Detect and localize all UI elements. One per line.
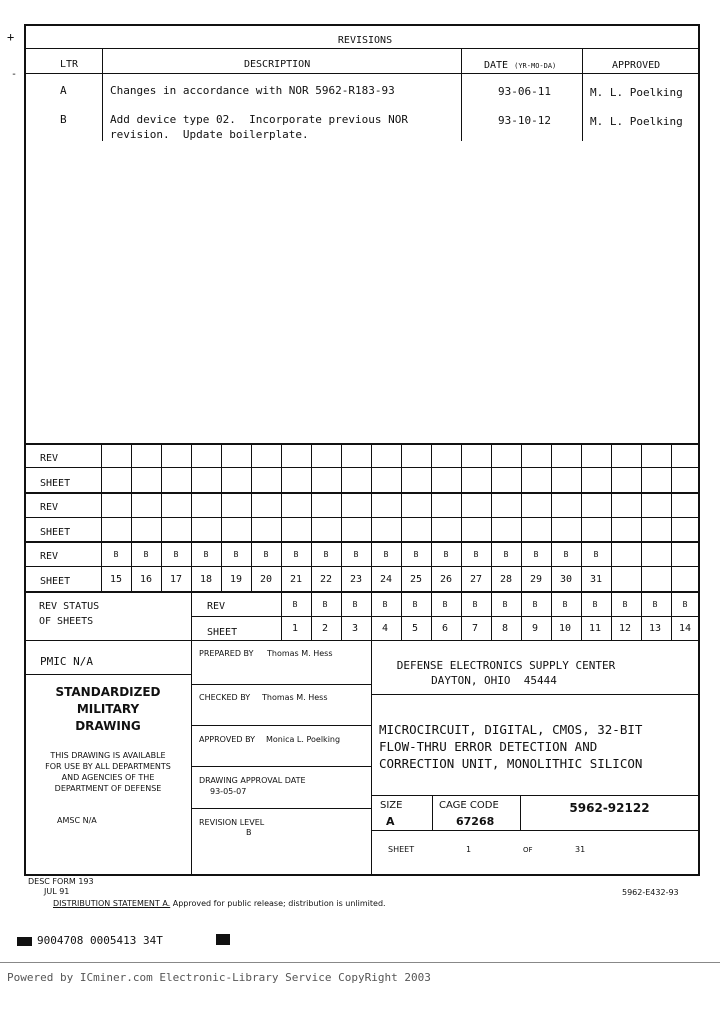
status-rev-cell: B (292, 600, 298, 609)
grid-rev-label: REV (40, 502, 59, 513)
drawing-title-line: CORRECTION UNIT, MONOLITHIC SILICON (379, 756, 643, 771)
drawing-title: DRAWING (75, 719, 141, 733)
size-label: SIZE (380, 800, 403, 811)
grid-sheet-cell: 28 (499, 574, 513, 585)
drawing-title-line: MICROCIRCUIT, DIGITAL, CMOS, 32-BIT (379, 722, 643, 737)
grid-rev-cell: B (593, 550, 599, 559)
grid-sheet-cell: 31 (589, 574, 603, 585)
barcode-bar-right (216, 934, 230, 945)
grid-sheet-cell: 15 (109, 574, 123, 585)
grid-rev-cell: B (323, 550, 329, 559)
grid-sheet-cell: 16 (139, 574, 153, 585)
barcode-text: 9004708 0005413 34T (37, 934, 163, 947)
rev-row-approved: M. L. Poelking (590, 86, 683, 99)
approval-date: 93-05-07 (210, 787, 247, 796)
grid-rev-cell: B (113, 550, 119, 559)
status-sheet-cell: 13 (648, 623, 662, 634)
footer-divider (0, 962, 720, 963)
availability-line: DEPARTMENT OF DEFENSE (54, 784, 162, 793)
col-header-date-label: DATE (484, 60, 509, 71)
checked-by-name: Thomas M. Hess (262, 693, 328, 702)
status-sheet-cell: 8 (501, 623, 509, 634)
status-rev-cell: B (532, 600, 538, 609)
status-sheet-cell: 3 (351, 623, 359, 634)
distribution-label: DISTRIBUTION STATEMENT A. (53, 899, 171, 908)
status-sheet-cell: 11 (588, 623, 602, 634)
grid-sheet-cell: 20 (259, 574, 273, 585)
grid-sheet-label: SHEET (40, 576, 71, 587)
rev-row-date: 93-06-11 (498, 85, 551, 98)
status-rev-cell: B (472, 600, 478, 609)
drawing-title-line: FLOW-THRU ERROR DETECTION AND (379, 739, 598, 754)
grid-rev-label: REV (207, 601, 226, 612)
grid-sheet-cell: 27 (469, 574, 483, 585)
grid-sheet-cell: 21 (289, 574, 303, 585)
grid-rev-cell: B (383, 550, 389, 559)
agency-location: DAYTON, OHIO 45444 (431, 674, 557, 687)
revision-level-label: REVISION LEVEL (199, 818, 265, 827)
cage-code-label: CAGE CODE (439, 800, 499, 811)
prepared-by-name: Thomas M. Hess (267, 649, 333, 658)
availability-line: FOR USE BY ALL DEPARTMENTS (45, 762, 171, 771)
rev-row-description-cont: revision. Update boilerplate. (110, 128, 309, 141)
grid-rev-cell: B (563, 550, 569, 559)
grid-rev-cell: B (173, 550, 179, 559)
grid-sheet-cell: 25 (409, 574, 423, 585)
status-rev-cell: B (592, 600, 598, 609)
grid-rev-label: REV (40, 551, 59, 562)
margin-mark: - (11, 69, 18, 80)
rev-row-approved: M. L. Poelking (590, 115, 683, 128)
margin-mark: + (7, 30, 15, 44)
grid-rev-cell: B (233, 550, 239, 559)
col-header-description: DESCRIPTION (244, 59, 311, 70)
grid-sheet-cell: 29 (529, 574, 543, 585)
rev-row-date: 93-10-12 (498, 114, 551, 127)
grid-rev-cell: B (143, 550, 149, 559)
distribution-text: Approved for public release; distribution is unlimited. (170, 899, 386, 908)
prepared-by-label: PREPARED BY (199, 649, 254, 658)
size-value: A (386, 815, 395, 828)
status-rev-cell: B (652, 600, 658, 609)
rev-row-description: Add device type 02. Incorporate previous NOR (110, 113, 409, 126)
rev-row-ltr: B (60, 113, 67, 126)
grid-sheet-label: SHEET (40, 527, 71, 538)
rev-row-description: Changes in accordance with NOR 5962-R183-93 (110, 84, 395, 97)
status-sheet-cell: 5 (411, 623, 419, 634)
revision-level: B (246, 828, 252, 837)
status-sheet-cell: 12 (618, 623, 632, 634)
revisions-title: REVISIONS (337, 35, 393, 46)
amsc: AMSC N/A (57, 816, 97, 825)
grid-sheet-cell: 24 (379, 574, 393, 585)
grid-rev-cell: B (353, 550, 359, 559)
status-sheet-cell: 1 (291, 623, 299, 634)
status-rev-cell: B (382, 600, 388, 609)
sheet-number: 1 (466, 845, 472, 854)
checked-by-label: CHECKED BY (199, 693, 251, 702)
grid-rev-cell: B (263, 550, 269, 559)
availability-line: THIS DRAWING IS AVAILABLE (50, 751, 166, 760)
grid-rev-cell: B (533, 550, 539, 559)
agency-name: DEFENSE ELECTRONICS SUPPLY CENTER (396, 659, 616, 672)
status-sheet-cell: 2 (321, 623, 329, 634)
status-rev-cell: B (502, 600, 508, 609)
grid-sheet-cell: 18 (199, 574, 213, 585)
status-sheet-cell: 9 (531, 623, 539, 634)
approved-by-name: Monica L. Poelking (266, 735, 341, 744)
sheet-label: SHEET (388, 845, 415, 854)
pmic: PMIC N/A (40, 655, 93, 668)
grid-rev-cell: B (503, 550, 509, 559)
drawing-frame (24, 24, 700, 876)
status-rev-cell: B (322, 600, 328, 609)
grid-sheet-label: SHEET (207, 627, 238, 638)
status-sheet-cell: 6 (441, 623, 449, 634)
status-rev-cell: B (352, 600, 358, 609)
rev-status-label: REV STATUS (39, 601, 100, 612)
grid-rev-cell: B (443, 550, 449, 559)
status-sheet-cell: 4 (381, 623, 389, 634)
powered-by: Powered by ICminer.com Electronic-Library Service CopyRight 2003 (7, 971, 431, 984)
status-rev-cell: B (682, 600, 688, 609)
status-sheet-cell: 7 (471, 623, 479, 634)
col-header-date (484, 61, 556, 71)
military-title: MILITARY (76, 702, 140, 716)
sheet-total: 31 (575, 845, 586, 854)
form-number: DESC FORM 193 (28, 877, 94, 886)
grid-rev-cell: B (203, 550, 209, 559)
document-code: 5962-E432-93 (622, 888, 679, 897)
grid-rev-cell: B (473, 550, 479, 559)
status-sheet-cell: 10 (558, 623, 572, 634)
grid-sheet-cell: 26 (439, 574, 453, 585)
col-header-approved: APPROVED (612, 60, 661, 71)
cage-code-value: 67268 (456, 815, 495, 828)
status-rev-cell: B (562, 600, 568, 609)
grid-rev-label: REV (40, 453, 59, 464)
grid-sheet-cell: 30 (559, 574, 573, 585)
form-date: JUL 91 (44, 887, 70, 896)
availability-line: AND AGENCIES OF THE (61, 773, 155, 782)
grid-sheet-label: SHEET (40, 478, 71, 489)
standardized-title: STANDARDIZED (55, 685, 161, 699)
approval-date-label: DRAWING APPROVAL DATE (199, 776, 306, 785)
drawing-number: 5962-92122 (569, 801, 650, 815)
col-header-ltr: LTR (60, 59, 79, 70)
col-header-date-format: (YR-MO-DA) (514, 62, 557, 70)
status-rev-cell: B (622, 600, 628, 609)
grid-sheet-cell: 17 (169, 574, 183, 585)
barcode-bar-left (17, 937, 32, 946)
grid-sheet-cell: 22 (319, 574, 333, 585)
rev-row-ltr: A (60, 84, 67, 97)
grid-rev-cell: B (293, 550, 299, 559)
status-rev-cell: B (442, 600, 448, 609)
sheet-of-label: OF (523, 846, 533, 854)
distribution-statement (53, 900, 386, 908)
grid-sheet-cell: 23 (349, 574, 363, 585)
status-sheet-cell: 14 (678, 623, 692, 634)
rev-status-label-cont: OF SHEETS (39, 616, 94, 627)
status-rev-cell: B (412, 600, 418, 609)
grid-sheet-cell: 19 (229, 574, 243, 585)
approved-by-label: APPROVED BY (199, 735, 256, 744)
grid-rev-cell: B (413, 550, 419, 559)
